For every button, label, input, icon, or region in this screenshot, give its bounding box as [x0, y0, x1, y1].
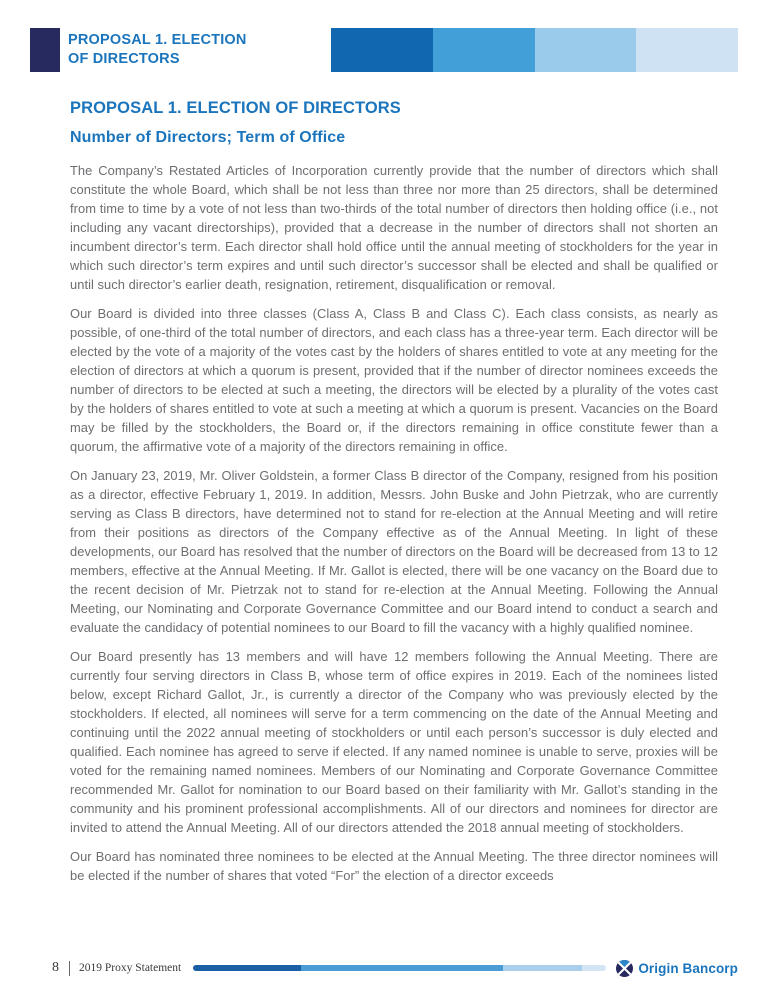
body-copy — [70, 161, 718, 885]
paragraph-1: The Company’s Restated Articles of Incorporation currently provide that the number of directors which shall constitute the whole Board, which shall be not less than three nor more than 25 directors, shall be determined from time to time by a vote of not less than two-thirds of the total number of directors then holding office (i.e., not including any vacant directorships), provided that a decrease in the number of directors shall not shorten an incumbent director’s term. Each director shall hold office until the annual meeting of stockholders for the year in which such director’s term expires and until such director’s successor shall be elected and shall be qualified or until such director’s earlier death, resignation, retirement, disqualification or removal. — [70, 163, 718, 292]
origin-bancorp-logo-text: Origin Bancorp — [638, 960, 738, 976]
footer-gradient-segment-4 — [582, 965, 607, 971]
origin-bancorp-logo-icon — [616, 960, 633, 977]
footer-gradient-segment-2 — [301, 965, 503, 971]
origin-bancorp-logo — [616, 960, 738, 977]
page-footer — [30, 957, 738, 979]
banner-title-line2: OF DIRECTORS — [68, 51, 180, 67]
paragraph-5: Our Board has nominated three nominees to be elected at the Annual Meeting. The three director nominees will be elected if the number of shares that voted “For” the election of a director exceeds — [70, 849, 718, 883]
gradient-segment-3 — [535, 28, 637, 72]
banner-title — [68, 31, 247, 69]
footer-doc-title: 2019 Proxy Statement — [79, 962, 182, 974]
footer-gradient-segment-3 — [503, 965, 581, 971]
paragraph-4: Our Board presently has 13 members and will have 12 members following the Annual Meeting. There are currently four serving directors in Class B, whose term of office expires in 2019. Each of the nominees listed below, except Richard Gallot, Jr., is currently a director of the Company who was previously elected by the stockholders. If elected, all nominees will serve for a term commencing on the date of the Annual Meeting and continuing until the 2022 annual meeting of stockholders or until each person’s successor is duly elected and qualified. Each nominee has agreed to serve if elected. If any named nominee is unable to serve, proxies will be voted for the remaining named nominees. Members of our Nominating and Corporate Governance Committee recommended Mr. Gallot for nomination to our Board based on their familiarity with Mr. Gallot’s standing in the community and his prominent professional accomplishments. All of our directors and nominees for director are invited to attend the Annual Meeting. All of our directors attended the 2018 annual meeting of stockholders. — [70, 649, 718, 835]
page-title: PROPOSAL 1. ELECTION OF DIRECTORS — [70, 99, 401, 117]
gradient-segment-2 — [433, 28, 535, 72]
footer-divider — [69, 961, 70, 976]
banner-gradient-bar — [331, 28, 738, 72]
main-content — [70, 99, 718, 885]
footer-gradient-bar — [193, 965, 606, 971]
paragraph-3: On January 23, 2019, Mr. Oliver Goldstein, a former Class B director of the Company, resigned from his position as a director, effective February 1, 2019. In addition, Messrs. John Buske and John Pietrzak, who are currently serving as Class B directors, have determined not to stand for re-election at the Annual Meeting and will retire from their positions as directors of the Company effective as of the Annual Meeting. In light of these developments, our Board has resolved that the number of directors on the Board will be decreased from 13 to 12 members, effective at the Annual Meeting. If Mr. Gallot is elected, there will be one vacancy on the Board due to the recent decision of Mr. Pietrzak not to stand for re-election at the Annual Meeting. Following the Annual Meeting, our Nominating and Corporate Governance Committee and our Board intend to conduct a search and evaluate the candidacy of potential nominees to our Board to fill the vacancy with a highly qualified nominee. — [70, 468, 718, 635]
gradient-segment-1 — [331, 28, 433, 72]
header-banner — [30, 28, 738, 72]
banner-accent-square — [30, 28, 60, 72]
paragraph-2: Our Board is divided into three classes (Class A, Class B and Class C). Each class consists, as nearly as possible, of one-third of the total number of directors, and each class has a three-year term. Each director will be elected by the vote of a majority of the votes cast by the holders of shares entitled to vote at any meeting for the election of directors at which a quorum is present, provided that if the number of director nominees exceeds the number of directors to be elected at such a meeting, the directors will be elected by a plurality of the votes cast by the holders of shares entitled to vote at such a meeting at which a quorum is present. Vacancies on the Board may be filled by the stockholders, the Board or, if the directors remaining in office constitute fewer than a quorum, the affirmative vote of a majority of the directors remaining in office. — [70, 306, 718, 454]
gradient-segment-4 — [636, 28, 738, 72]
banner-title-line1: PROPOSAL 1. ELECTION — [68, 32, 247, 48]
page-number: 8 — [52, 960, 59, 975]
section-heading: Number of Directors; Term of Office — [70, 129, 346, 146]
footer-gradient-segment-1 — [193, 965, 300, 971]
